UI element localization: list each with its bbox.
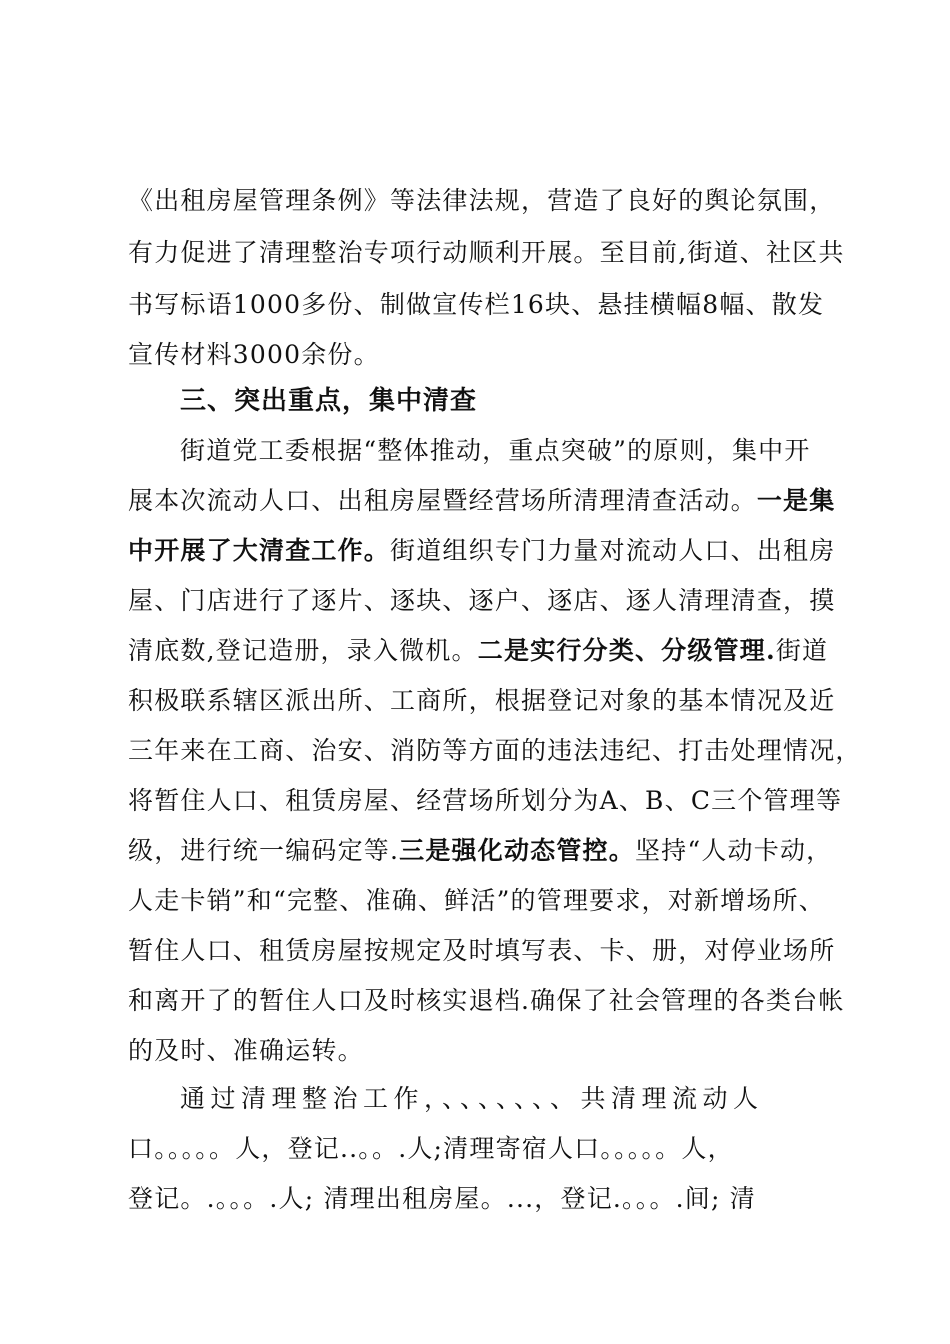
paragraph2-line9-text-b: 坚持“人动卡动， (634, 836, 833, 865)
paragraph2-line3-bold: 中开展了大清查工作。 (128, 536, 391, 565)
paragraph2-line7: 三年来在工商、治安、消防等方面的违法违纪、打击处理情况， (128, 736, 862, 765)
paragraph2-line9 (128, 836, 832, 866)
paragraph2-line8: 将暂住人口、租赁房屋、经营场所划分为A、B、C三个管理等 (128, 786, 843, 815)
paragraph1-line2: 有力促进了清理整治专项行动顺利开展。至目前,街道、社区共 (128, 238, 845, 267)
paragraph2-line10: 人走卡销”和“完整、准确、鲜活”的管理要求，对新增场所、 (128, 886, 825, 915)
paragraph2-line9-text-a: 级，进行统一编码定等. (128, 836, 400, 865)
paragraph2-line2-text: 展本次流动人口、出租房屋暨经营场所清理清查活动。 (128, 486, 757, 515)
paragraph2-line2-bold: 一是集 (756, 486, 836, 515)
paragraph2-line5-text-b: 街道 (775, 636, 829, 665)
paragraph2-line3 (128, 536, 835, 566)
paragraph2-line13: 的及时、准确运转。 (128, 1036, 364, 1065)
paragraph1-line3: 书写标语1000多份、制做宣传栏16块、悬挂横幅8幅、散发 (128, 290, 825, 319)
paragraph1-line1: 《出租房屋管理条例》等法律法规，营造了良好的舆论氛围， (128, 186, 836, 215)
paragraph2-line5-bold: 二是实行分类、分级管理. (477, 636, 776, 665)
paragraph2-line11: 暂住人口、租赁房屋按规定及时填写表、卡、册，对停业场所 (128, 936, 836, 965)
paragraph2-line5 (128, 636, 828, 666)
paragraph2-line1: 街道党工委根据“整体推动，重点突破”的原则，集中开 (180, 436, 811, 465)
paragraph3-line2: 口。。。。。人，登记..。。.人;清理寄宿人口。。。。。人， (128, 1134, 734, 1163)
section-heading: 三、突出重点，集中清查 (180, 386, 478, 416)
paragraph2-line2 (128, 486, 835, 516)
paragraph2-line12: 和离开了的暂住人口及时核实退档.确保了社会管理的各类台帐 (128, 986, 845, 1015)
paragraph2-line9-bold: 三是强化动态管控。 (399, 836, 635, 865)
paragraph2-line5-text-a: 清底数,登记造册，录入微机。 (128, 636, 478, 665)
paragraph1-line4: 宣传材料3000余份。 (128, 340, 380, 369)
paragraph3-line1: 通过清理整治工作，、、、、、、、共清理流动人 (180, 1084, 764, 1113)
paragraph2-line6: 积极联系辖区派出所、工商所，根据登记对象的基本情况及近 (128, 686, 836, 715)
paragraph3-line3: 登记。.。。。.人; 清理出租房屋。...，登记.。。。.间; 清 (128, 1184, 756, 1213)
paragraph2-line4: 屋、门店进行了逐片、逐块、逐户、逐店、逐人清理清查，摸 (128, 586, 836, 615)
paragraph2-line3-text: 街道组织专门力量对流动人口、出租房 (390, 536, 836, 565)
